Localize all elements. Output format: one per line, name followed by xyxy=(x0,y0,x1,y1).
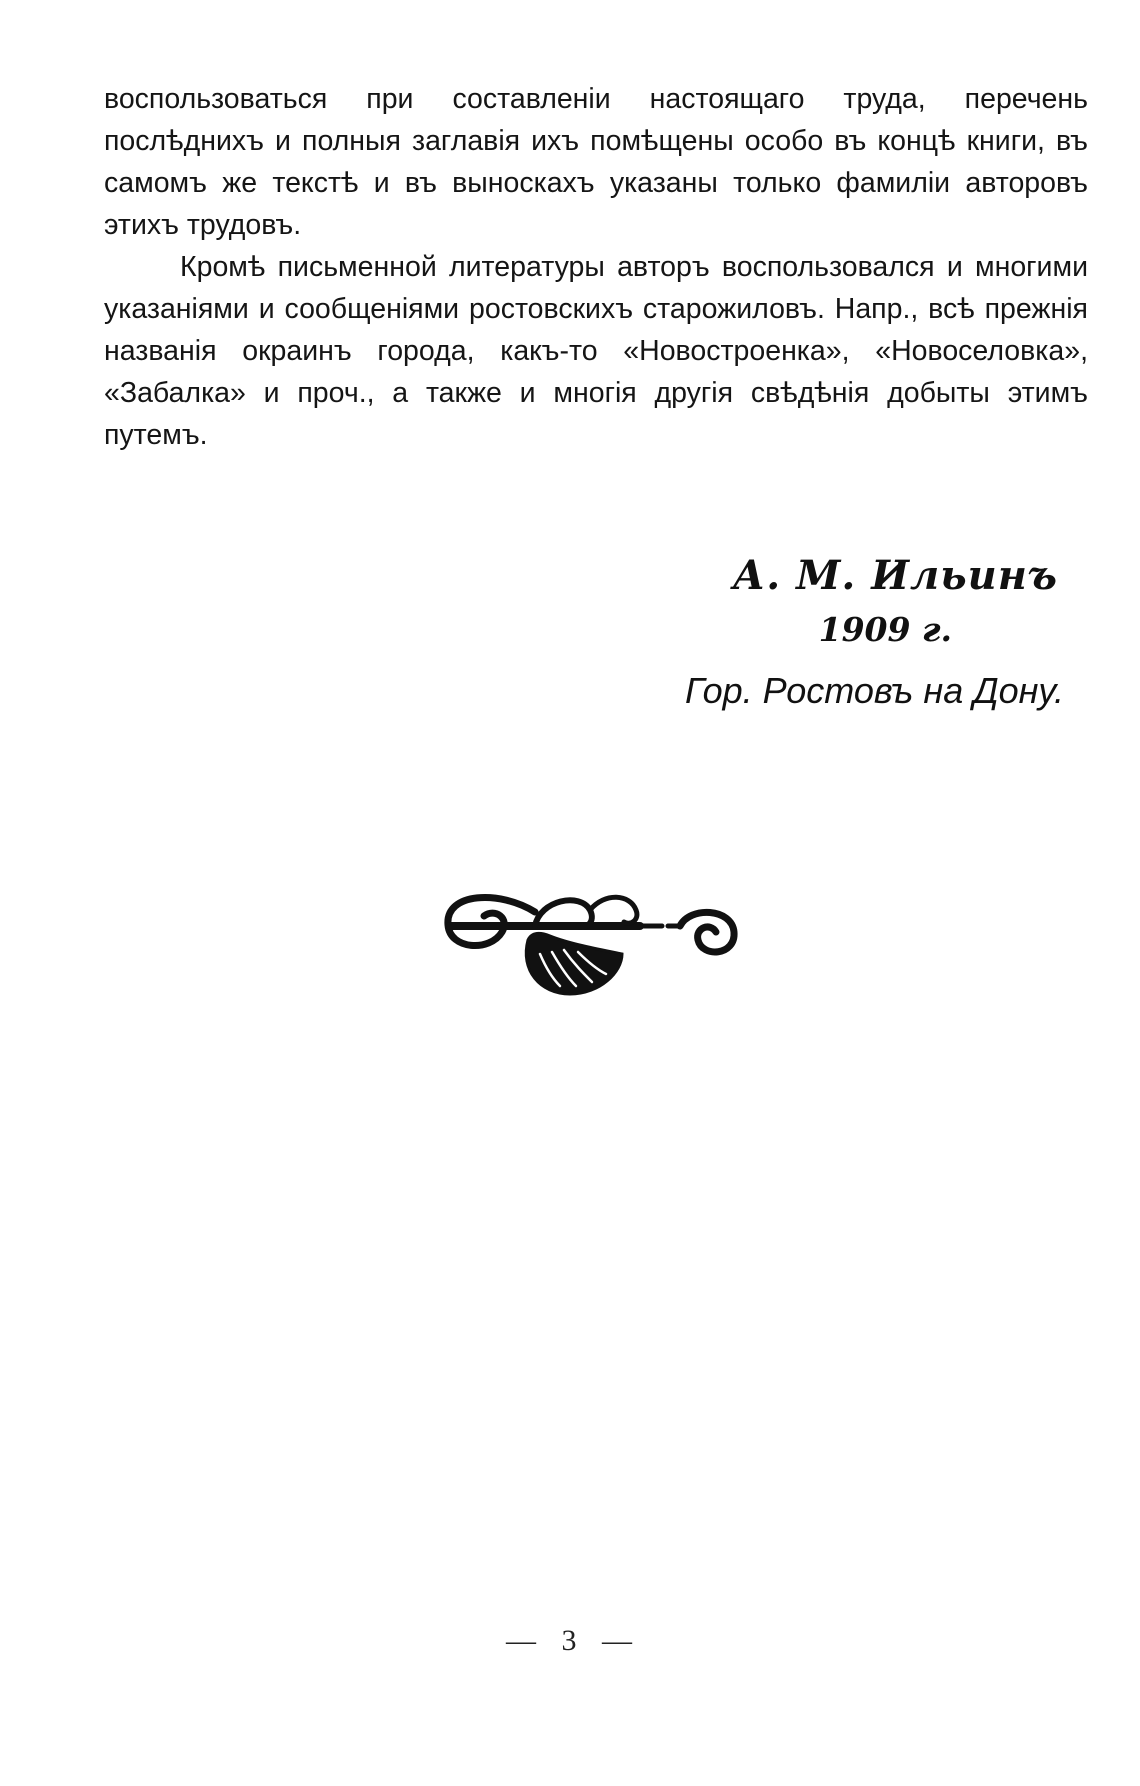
signature-place: Гор. Ростовъ на Дону. xyxy=(685,670,1064,711)
signature-block xyxy=(372,548,1072,722)
signature-year: 1909 г. xyxy=(818,610,952,649)
left-dash: — xyxy=(506,1624,538,1657)
body-text xyxy=(104,78,1088,456)
page-number: 3 xyxy=(561,1624,579,1657)
paragraph-1: воспользоваться при составленіи настоящаго труда, перечень послѣднихъ и полныя заглавія ихъ помѣщены особо въ концѣ книги, въ самомъ же текстѣ и въ выноскахъ указаны только фамиліи авторовъ этихъ трудовъ. xyxy=(104,83,1088,241)
paragraph-2: Кромѣ письменной литературы авторъ воспользовался и многими указаніями и сообщеніями ростовскихъ старожиловъ. Напр., всѣ прежнія названія окраинъ города, какъ-то «Новостроенка», «Новоселовка», «Забалка» и проч., а также и многія другія свѣдѣнія добыты этимъ путемъ. xyxy=(104,251,1088,451)
right-dash: — xyxy=(602,1624,634,1657)
page-number-footer xyxy=(0,1624,1140,1658)
floral-scroll-ornament-icon xyxy=(440,870,740,1000)
author-name: А. М. Ильинъ xyxy=(732,552,1058,599)
